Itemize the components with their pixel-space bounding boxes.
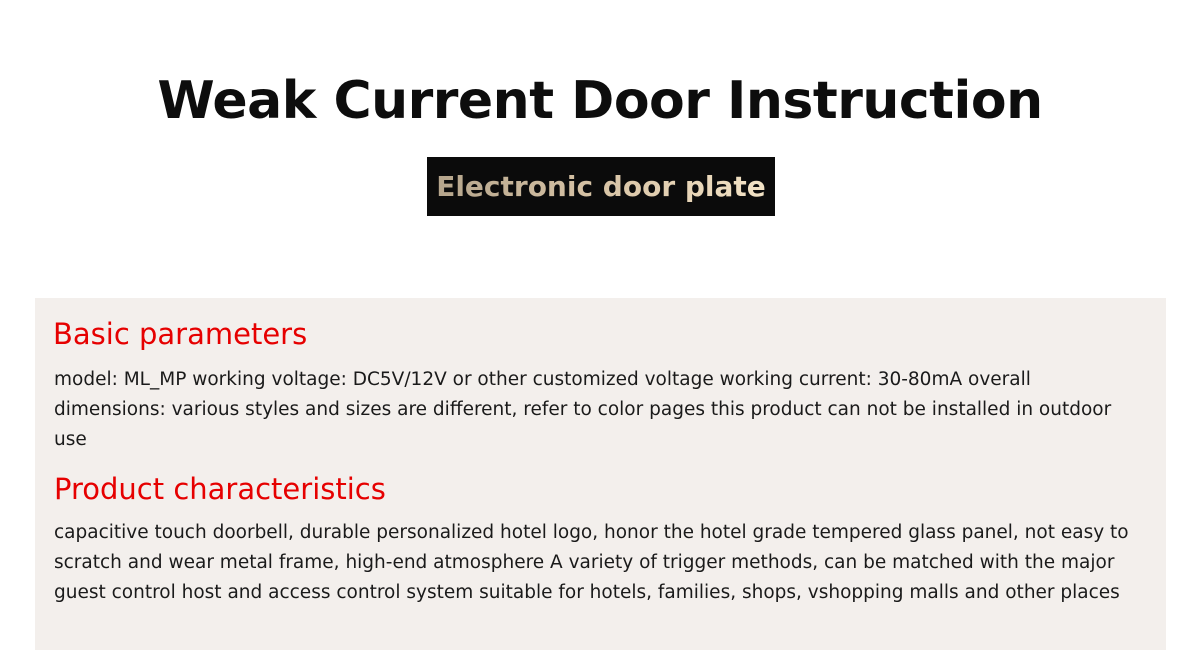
- basic-parameters-heading: Basic parameters: [53, 317, 308, 351]
- page-title: Weak Current Door Instruction: [157, 71, 1043, 131]
- product-type-badge: [427, 157, 775, 216]
- product-type-badge-label: Electronic door plate: [436, 157, 766, 216]
- product-characteristics-heading: Product characteristics: [54, 472, 386, 506]
- product-characteristics-text: capacitive touch doorbell, durable personalized hotel logo, honor the hotel grade tempered glass panel, not easy to scratch and wear metal frame, high-end atmosphere A variety of trigger methods, can be matched with the major guest control host and access control system suitable for hotels, families, shops, vshopping malls and other places: [54, 522, 1129, 603]
- specifications-panel: [35, 298, 1166, 650]
- basic-parameters-text: model: ML_MP working voltage: DC5V/12V or other customized voltage working current: 30-80mA overall dimensions: various styles and sizes are different, refer to color pages this product can not be installed in outdoor use: [54, 369, 1112, 450]
